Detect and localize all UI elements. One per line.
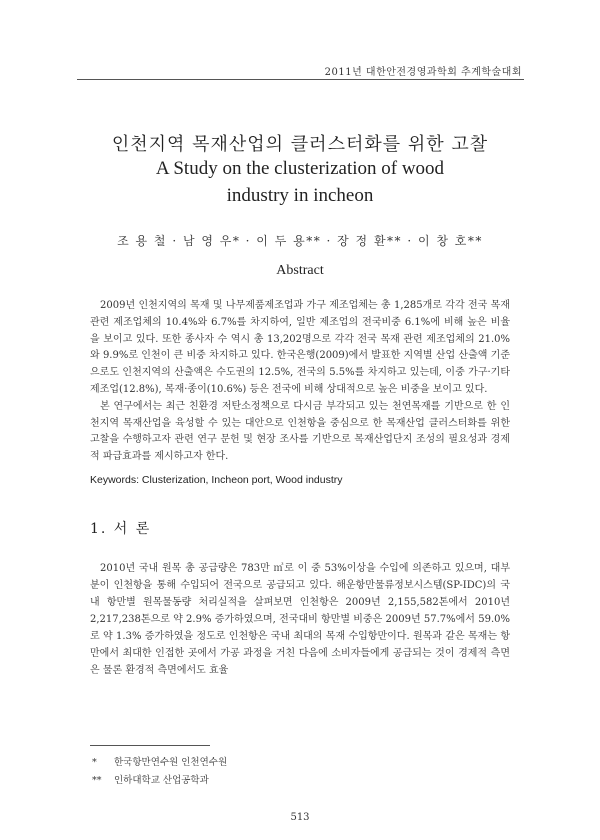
abstract-paragraph-2: 본 연구에서는 최근 친환경 저탄소정책으로 다시금 부각되고 있는 천연목재를 기반으로 한 인천지역 목재산업을 육성할 수 있는 대안으로 인천항을 중심으로 한 목재산업 클러스터화를 위한 고찰을 수행하고자 관련 연구 문헌 및 현장 조사를 기반으로 목재산업단지 조성의 필요성과 경제적 파급효과를 제시하고자 한다. (90, 400, 510, 463)
footnote-text: 한국항만연수원 인천연수원 (114, 757, 228, 768)
footnote-1 (92, 754, 227, 772)
section-paragraph-1: 2010년 국내 원목 총 공급량은 783만 ㎥로 이 중 53%이상을 수입에 의존하고 있으며, 대부분이 인천항을 통해 수입되어 전국으로 공급되고 있다. 해운항만물류정보시스템(SP-IDC)의 국내 항만별 원목물동량 처리실적을 살펴보면 인천항은 2009년 2,155,582톤에서 2010년 2,217,238톤으로 약 2.9% 증가하였으며, 전국대비 항만별 비중은 2009년 57.7%에서 59.0%로 약 1.3% 증가하였을 정도로 인천항은 국내 최대의 목재 수입항만이다. 원목과 같은 목재는 항만에서 최대한 인접한 곳에서 가공 과정을 거친 다음에 소비자들에게 공급되는 것이 경제적 측면은 물론 환경적 측면에서도 효율 (90, 563, 510, 676)
running-header: 2011년 대한안전경영과학회 추계학술대회 (324, 67, 522, 78)
title-english-line2: industry in incheon (226, 185, 374, 206)
section-heading-introduction: 1. 서 론 (90, 521, 152, 537)
section-body (90, 560, 510, 679)
footnote-rule (90, 745, 210, 746)
footnote-mark: * (92, 757, 97, 768)
footnote-mark: ** (92, 775, 102, 786)
abstract-body (90, 298, 510, 466)
footnotes (92, 754, 227, 790)
title-english (0, 155, 600, 209)
footnote-2 (92, 772, 227, 790)
title-korean: 인천지역 목재산업의 클러스터화를 위한 고찰 (111, 134, 489, 155)
footnote-text: 인하대학교 산업공학과 (114, 775, 209, 786)
abstract-paragraph-1: 2009년 인천지역의 목재 및 나무제품제조업과 가구 제조업체는 총 1,285개로 각각 전국 목재 관련 제조업체의 10.4%와 6.7%를 차지하여, 일반 제조업의 전국비중 6.1%에 비해 높은 비율을 보이고 있다. 또한 종사자 수 역시 총 13,202명으로 각각 전국 목재 관련 제조업체의 21.0%와 9.9%로 인천이 큰 비중 차지하고 있다. 한국은행(2009)에서 발표한 지역별 산업 산출액 기준으로도 인천지역의 산출액은 수도권의 12.5%, 전국의 5.5%를 차지하고 있는데, 이중 가구·기타제조업(12.8%), 목재·종이(10.6%) 등은 전국에 비해 상대적으로 높은 비중을 보이고 있다. (90, 300, 510, 395)
page-number: 513 (290, 812, 310, 823)
header-rule (77, 79, 524, 80)
abstract-heading: Abstract (276, 263, 324, 278)
keywords: Keywords: Clusterization, Incheon port, Wood industry (90, 474, 343, 486)
title-english-line1: A Study on the clusterization of wood (155, 158, 445, 179)
author-list: 조 용 철 · 남 영 우* · 이 두 용** · 장 정 환** · 이 창 호** (117, 234, 483, 248)
